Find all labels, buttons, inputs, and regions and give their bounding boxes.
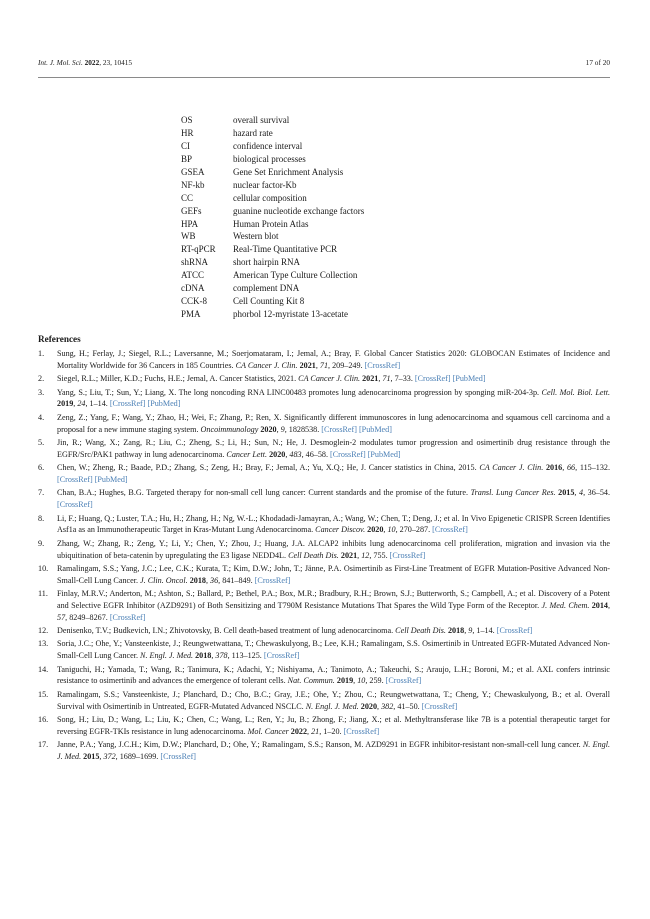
crossref-link[interactable]: [CrossRef] [385,676,422,686]
reference-text: Denisenko, T.V.; Budkevich, I.N.; Zhivotovsky, B. Cell death-based treatment of lung adenocarcinoma. [57,626,396,636]
reference-number: 2. [38,374,45,384]
reference-year: 2016 [545,463,563,473]
reference-item: 12. Denisenko, T.V.; Budkevich, I.N.; Zhivotovsky, B. Cell death-based treatment of lung adenocarcinoma. Cell Death Dis. 2018, 9, 1–14. [CrossRef] [38,626,533,636]
crossref-link[interactable]: [CrossRef] [109,399,146,409]
reference-year: 2014 [591,600,608,610]
abbreviation-row [181,153,364,166]
reference-journal: J. Med. Chem. [541,600,590,610]
reference-volume: 4 [579,488,584,498]
reference-year: 2020 [367,525,384,535]
page-header [38,58,610,72]
reference-volume: 382 [381,701,394,711]
journal-year: 2022 [84,58,100,67]
abbreviation-row [181,282,364,295]
reference-text: Chan, B.A.; Hughes, B.G. Targeted therapy for non-small cell lung cancer: Current standards and the promise of the future. [57,488,471,498]
pubmed-link[interactable]: [PubMed] [367,449,401,459]
abbreviation-term: HR [181,127,194,138]
crossref-link[interactable]: [CrossRef] [414,374,451,384]
reference-pages: , 755. [369,550,390,560]
abbreviation-term: GEFs [181,205,202,216]
reference-volume: 66 [566,463,576,473]
crossref-link[interactable]: [CrossRef] [57,500,93,510]
abbreviation-term: NF-kb [181,179,205,190]
reference-year: 2021 [340,550,358,560]
reference-journal: Oncoimmunology [200,424,259,434]
abbreviation-term: PMA [181,309,201,320]
pubmed-link[interactable]: [PubMed] [94,474,128,484]
reference-volume: 372 [103,752,116,761]
reference-volume: 24 [77,399,86,409]
reference-volume: 71 [319,360,328,370]
reference-number: 17. [38,740,49,750]
reference-text: Yang, S.; Liu, T.; Sun, Y.; Liang, X. The long noncoding RNA LINC00483 promotes lung adenocarcinoma progression by sponging miR-204-3p. [57,387,542,397]
abbreviation-definition: American Type Culture Collection [233,270,358,281]
abbreviation-row [181,243,364,256]
reference-item: 4. Zeng, Z.; Yang, F.; Wang, Y.; Zhao, H.; Wei, F.; Zhang, P.; Ren, X. Significantly different immunoscores in lung adenocarcinoma and squamous cell carcinoma and a proposal for a new immune staging system. Oncoimmunology 2020, 9, 1828538. [CrossRef] [PubMed] [38,412,610,434]
reference-volume: 71 [382,374,391,384]
crossref-link[interactable]: [CrossRef] [109,612,146,622]
abbreviation-row [181,308,364,321]
reference-text: Ramalingam, S.S.; Yang, J.C.; Lee, C.K.; Kurata, T.; Kim, D.W.; John, T.; Jänne, P.A. Osimertinib as First-Line Treatment of EGFR Mutation-Positive Advanced Non-Small-Cell Lung Cancer. [57,563,610,585]
references-heading: References [38,334,81,344]
abbreviation-row [181,140,364,153]
abbreviation-row [181,230,364,243]
reference-text: Janne, P.A.; Yang, J.C.H.; Kim, D.W.; Planchard, D.; Ohe, Y.; Ramalingam, S.S.; Ranson, M. AZD9291 in EGFR inhibitor-resistant non-small-cell lung cancer. [57,740,583,750]
reference-text: Taniguchi, H.; Yamada, T.; Wang, R.; Tanimura, K.; Adachi, Y.; Nishiyama, A.; Tanimoto, A.; Takeuchi, S.; Araujo, L.H.; Boroni, M.; et al. AXL confers intrinsic resistance to osimertinib and advances the emergence of tolerant cells. [57,664,610,686]
page-number: 17 of 20 [585,58,610,67]
reference-journal: N. Engl. J. Med. [140,651,194,661]
reference-year: 2021 [299,360,316,370]
reference-journal: CA Cancer J. Clin. [479,463,544,473]
reference-text: Ramalingam, S.S.; Vansteenkiste, J.; Planchard, D.; Cho, B.C.; Gray, J.E.; Ohe, Y.; Zhou, C.; Reungwetwattana, T.; Cheng, Y.; Chewaskulyong, B.; et al. Overall Survival with Osimertinib in Untreated, EGFR-Mutated Advanced NSCLC. [57,689,610,711]
reference-year: 2021 [362,374,379,384]
reference-item: 10. Ramalingam, S.S.; Yang, J.C.; Lee, C.K.; Kurata, T.; Kim, D.W.; John, T.; Jänne, P.A. Osimertinib as First-Line Treatment of EGFR Mutation-Positive Advanced Non-Small-Cell Lung Cancer. J. Clin. Oncol. 2018, 36, 841–849. [CrossRef] [38,563,610,585]
abbreviation-term: CC [181,192,194,203]
reference-year: 2015 [558,488,575,498]
reference-number: 14. [38,664,49,674]
abbreviation-term: BP [181,153,193,164]
reference-number: 9. [38,538,45,548]
reference-pages: , 259. [365,676,386,686]
reference-year: 2020 [269,449,286,459]
crossref-link[interactable]: [CrossRef] [57,474,93,484]
reference-item: 15. Ramalingam, S.S.; Vansteenkiste, J.; Planchard, D.; Cho, B.C.; Gray, J.E.; Ohe, Y.; Zhou, C.; Reungwetwattana, T.; Cheng, Y.; Chewaskulyong, B.; et al. Overall Survival with Osimertinib in Untreated, EGFR-Mutated Advanced NSCLC. N. Engl. J. Med. 2020, 382, 41–50. [CrossRef] [38,689,610,711]
reference-number: 10. [38,563,49,573]
abbreviation-row [181,256,364,269]
crossref-link[interactable]: [CrossRef] [389,550,426,560]
crossref-link[interactable]: [CrossRef] [496,626,533,636]
reference-pages: , 46–58. [301,449,330,459]
reference-volume: 483 [289,449,302,459]
abbreviation-definition: Human Protein Atlas [233,218,309,229]
reference-pages: , 41–50. [393,701,422,711]
reference-journal: CA Cancer J. Clin. [298,374,361,384]
abbreviation-row [181,269,364,282]
abbreviation-definition: biological processes [233,153,306,164]
abbreviation-row [181,166,364,179]
reference-volume: 10 [387,525,396,535]
reference-pages: , 1–20. [319,726,344,736]
crossref-link[interactable]: [CrossRef] [321,424,357,434]
reference-year: 2018 [447,626,465,636]
abbreviations-table [181,114,364,321]
crossref-link[interactable]: [CrossRef] [254,575,291,585]
abbreviation-term: cDNA [181,283,205,294]
crossref-link[interactable]: [CrossRef] [432,525,468,535]
reference-text: Chen, W.; Zheng, R.; Baade, P.D.; Zhang, S.; Zeng, H.; Bray, F.; Jemal, A.; Yu, X.Q.; He, J. Cancer statistics in China, 2015. [57,463,480,473]
abbreviation-term: HPA [181,218,199,229]
crossref-link[interactable]: [CrossRef] [364,360,401,370]
abbreviation-row [181,127,364,140]
reference-item: 16. Song, H.; Liu, D.; Wang, L.; Liu, K.; Chen, C.; Wang, L.; Ren, Y.; Ju, B.; Zhong, F.; Jiang, X.; et al. Methyltransferase like 7B is a potential therapeutic target for reversing EGFR-TKIs resistance in lung adenocarcinoma. Mol. Cancer 2022, 21, 1–20. [CrossRef] [38,715,610,736]
abbreviation-definition: confidence interval [233,140,303,151]
abbreviation-term: CCK-8 [181,296,208,307]
reference-number: 15. [38,689,49,699]
abbreviation-definition: guanine nucleotide exchange factors [233,205,365,216]
reference-item: 7. Chan, B.A.; Hughes, B.G. Targeted therapy for non-small cell lung cancer: Current standards and the promise of the future. Transl. Lung Cancer Res. 2015, 4, 36–54. [CrossRef] [38,488,611,510]
reference-text: Finlay, M.R.V.; Anderton, M.; Ashton, S.; Ballard, P.; Bethel, P.A.; Box, M.R.; Bradbury, R.H.; Brown, S.J.; Butterworth, S.; Campbell, A.; et al. Discovery of a Potent and Selective EGFR Inhibitor (AZD9291) of Both Sensitizing and T790M Resistance Mutations That Spares the Wild Type Form of the Receptor. [57,589,610,610]
reference-journal: Cancer Discov. [315,525,366,535]
reference-text: Sung, H.; Ferlay, J.; Siegel, R.L.; Laversanne, M.; Soerjomataram, I.; Jemal, A.; Bray, F. Global Cancer Statistics 2020: GLOBOCAN Estimates of Incidence and Mortality Worldwide for 36 Cancers in 185 Countries. [57,349,610,370]
abbreviation-term: CI [181,140,190,151]
crossref-link[interactable]: [CrossRef] [263,651,300,661]
abbreviation-term: shRNA [181,257,209,268]
reference-journal: CA Cancer J. Clin. [235,360,298,370]
reference-number: 4. [38,412,45,422]
pubmed-link[interactable]: [PubMed] [358,424,392,434]
reference-item: 17. Janne, P.A.; Yang, J.C.H.; Kim, D.W.; Planchard, D.; Ohe, Y.; Ramalingam, S.S.; Ranson, M. AZD9291 in EGFR inhibitor-resistant non-small-cell lung cancer. N. Engl. J. Med. 2015, 372, 1689–1699. [CrossRef] [38,740,610,761]
abbreviation-definition: overall survival [233,115,290,125]
reference-volume: 21 [311,726,320,736]
journal-volume: , 23, 10415 [99,58,133,67]
abbreviation-row [181,192,364,205]
abbreviation-row [181,205,364,218]
reference-journal: Transl. Lung Cancer Res. [470,488,556,498]
reference-pages: , 1828538. [284,424,322,434]
reference-text: Zeng, Z.; Yang, F.; Wang, Y.; Zhao, H.; Wei, F.; Zhang, P.; Ren, X. Significantly different immunoscores in lung adenocarcinoma and squamous cell carcinoma and a proposal for a new immune staging system. [57,412,610,434]
reference-item: 2. Siegel, R.L.; Miller, K.D.; Fuchs, H.E.; Jemal, A. Cancer Statistics, 2021. CA Cancer J. Clin. 2021, 71, 7–33. [CrossRef] [PubMed] [38,374,486,384]
crossref-link[interactable]: [CrossRef] [343,726,380,736]
reference-pages: , 115–132. [575,463,611,473]
abbreviation-term: ATCC [181,270,205,281]
reference-journal: Cancer Lett. [226,449,268,459]
reference-volume: 57 [57,612,66,622]
abbreviation-definition: cellular composition [233,192,307,203]
reference-journal: Cell Death Dis. [395,626,446,636]
reference-pages: , 1–14. [472,626,497,636]
pubmed-link[interactable]: [PubMed] [147,399,181,409]
abbreviation-term: WB [181,231,196,242]
header-divider [38,77,610,78]
reference-text: Zhang, W.; Zhang, R.; Zeng, Y.; Li, Y.; Chen, Y.; Zhou, J.; Huang, J.A. ALCAP2 inhibits lung adenocarcinoma cell proliferation, migration and invasion via the ubiquitination of beta-catenin by upregulating the E3 ligase NEDD4L. [57,538,610,560]
reference-item: 5. Jin, R.; Wang, X.; Zang, R.; Liu, C.; Zheng, S.; Li, H.; Sun, N.; He, J. Desmoglein-2 modulates tumor progression and osimertinib drug resistance through the EGFR/Src/PAK1 pathway in lung adenocarcinoma. Cancer Lett. 2020, 483, 46–58. [CrossRef] [PubMed] [38,437,610,459]
reference-volume: 9 [280,424,285,434]
reference-pages: , 1–14. [85,399,110,409]
reference-pages: , 209–249. [328,360,365,370]
reference-number: 7. [38,488,45,498]
reference-number: 12. [38,626,49,636]
reference-journal: Cell Death Dis. [288,550,339,560]
abbreviation-definition: Gene Set Enrichment Analysis [233,166,344,177]
journal-name: Int. J. Mol. Sci. [38,58,83,67]
reference-pages: , 36–54. [583,488,611,498]
reference-text: Soria, J.C.; Ohe, Y.; Vansteenkiste, J.; Reungwetwattana, T.; Chewaskulyong, B.; Lee, K.H.; Ramalingam, S.S. Osimertinib in Untreated EGFR-Mutated Advanced Non-Small-Cell Lung Cancer. [57,639,610,661]
reference-year: 2020 [260,424,277,434]
reference-number: 3. [38,387,45,397]
abbreviation-definition: nuclear factor-Kb [233,179,297,190]
abbreviation-term: GSEA [181,166,205,177]
abbreviation-definition: Western blot [233,231,279,242]
reference-year: 2020 [360,701,377,711]
reference-number: 5. [38,437,45,447]
reference-number: 16. [38,715,49,725]
crossref-link[interactable]: [CrossRef] [421,701,458,711]
reference-item: 1. Sung, H.; Ferlay, J.; Siegel, R.L.; Laversanne, M.; Soerjomataram, I.; Jemal, A.; Bray, F. Global Cancer Statistics 2020: GLOBOCAN Estimates of Incidence and Mortality Worldwide for 36 Cancers in 185 Countries. CA Cancer J. Clin. 2021, 71, 209–249. [CrossRef] [38,349,610,370]
reference-journal: N. Engl. J. Med. [57,740,610,761]
abbreviation-definition: hazard rate [233,127,273,138]
reference-text: Jin, R.; Wang, X.; Zang, R.; Liu, C.; Zheng, S.; Li, H.; Sun, N.; He, J. Desmoglein-2 modulates tumor progression and osimertinib drug resistance through the EGFR/Src/PAK1 pathway in lung adenocarcinoma. [57,437,610,459]
reference-journal: Nat. Commun. [287,676,335,686]
abbreviation-term: OS [181,115,193,125]
reference-item: 8. Li, F.; Huang, Q.; Luster, T.A.; Hu, H.; Zhang, H.; Ng, W.-L.; Khodadadi-Jamayran, A.; Wang, W.; Chen, T.; Deng, J.; et al. In Vivo Epigenetic CRISPR Screen Identifies Asf1a as an Immunotherapeutic Target in Kras-Mutant Lung Adenocarcinoma. Cancer Discov. 2020, 10, 270–287. [CrossRef] [38,513,610,535]
abbreviation-definition: phorbol 12-myristate 13-acetate [233,309,348,320]
reference-year: 2019 [336,676,354,686]
reference-year: 2022 [290,726,308,736]
journal-citation [38,58,132,67]
reference-number: 13. [38,639,49,649]
reference-journal: Cell. Mol. Biol. Lett. [541,387,610,397]
reference-pages: , 113–125. [227,651,264,661]
abbreviation-definition: Real-Time Quantitative PCR [233,244,338,255]
reference-text: Siegel, R.L.; Miller, K.D.; Fuchs, H.E.; Jemal, A. Cancer Statistics, 2021. [57,374,299,384]
abbreviation-definition: short hairpin RNA [233,257,300,268]
abbreviation-definition: complement DNA [233,283,300,294]
crossref-link[interactable]: [CrossRef] [330,449,366,459]
reference-item: 13. Soria, J.C.; Ohe, Y.; Vansteenkiste, J.; Reungwetwattana, T.; Chewaskulyong, B.; Lee, K.H.; Ramalingam, S.S. Osimertinib in Untreated EGFR-Mutated Advanced Non-Small-Cell Lung Cancer. N. Engl. J. Med. 2018, 378, 113–125. [CrossRef] [38,639,610,661]
abbreviation-row [181,114,364,127]
reference-year: 2015 [83,752,100,761]
reference-year: 2018 [189,575,206,585]
reference-number: 1. [38,349,45,358]
reference-number: 8. [38,513,45,523]
abbreviation-term: RT-qPCR [181,244,216,255]
reference-pages: , 270–287. [395,525,433,535]
reference-year: 2019 [57,399,74,409]
pubmed-link[interactable]: [PubMed] [452,374,486,384]
reference-item: 3. Yang, S.; Liu, T.; Sun, Y.; Liang, X. The long noncoding RNA LINC00483 promotes lung adenocarcinoma progression by sponging miR-204-3p. Cell. Mol. Biol. Lett. 2019, 24, 1–14. [CrossRef] [PubMed] [38,387,610,409]
abbreviation-row [181,295,364,308]
reference-volume: 9 [468,626,473,636]
reference-number: 6. [38,463,45,473]
reference-volume: 36 [210,575,219,585]
reference-volume: 10 [357,676,366,686]
abbreviation-definition: Cell Counting Kit 8 [233,296,305,307]
reference-item: 14. Taniguchi, H.; Yamada, T.; Wang, R.; Tanimura, K.; Adachi, Y.; Nishiyama, A.; Tanimoto, A.; Takeuchi, S.; Araujo, L.H.; Boroni, M.; et al. AXL confers intrinsic resistance to osimertinib and advances the emergence of tolerant cells. Nat. Commun. 2019, 10, 259. [CrossRef] [38,664,610,686]
crossref-link[interactable]: [CrossRef] [160,752,197,761]
references-list [38,348,610,764]
reference-item: 11. Finlay, M.R.V.; Anderton, M.; Ashton, S.; Ballard, P.; Bethel, P.A.; Box, M.R.; Bradbury, R.H.; Brown, S.J.; Butterworth, S.; Campbell, A.; et al. Discovery of a Potent and Selective EGFR Inhibitor (AZD9291) of Both Sensitizing and T790M Resistance Mutations That Spares the Wild Type Form of the Receptor. J. Med. Chem. 2014, 57, 8249–8267. [CrossRef] [38,589,611,622]
abbreviation-row [181,218,364,231]
reference-journal: N. Engl. J. Med. [305,701,359,711]
reference-journal: J. Clin. Oncol. [140,575,188,585]
reference-text: Song, H.; Liu, D.; Wang, L.; Liu, K.; Chen, C.; Wang, L.; Ren, Y.; Ju, B.; Zhong, F.; Jiang, X.; et al. Methyltransferase like 7B is a potential therapeutic target for reversing EGFR-TKIs resistance in lung adenocarcinoma. [57,715,610,736]
reference-pages: , 841–849. [218,575,255,585]
reference-journal: Mol. Cancer [247,726,289,736]
reference-year: 2018 [195,651,212,661]
reference-item: 6. Chen, W.; Zheng, R.; Baade, P.D.; Zhang, S.; Zeng, H.; Bray, F.; Jemal, A.; Yu, X.Q.; He, J. Cancer statistics in China, 2015. CA Cancer J. Clin. 2016, 66, 115–132. [CrossRef] [PubMed] [38,463,611,484]
reference-volume: 12 [361,550,370,560]
reference-item: 9. Zhang, W.; Zhang, R.; Zeng, Y.; Li, Y.; Chen, Y.; Zhou, J.; Huang, J.A. ALCAP2 inhibits lung adenocarcinoma cell proliferation, migration and invasion via the ubiquitination of beta-catenin by upregulating the E3 ligase NEDD4L. Cell Death Dis. 2021, 12, 755. [CrossRef] [38,538,610,560]
reference-pages: , 1689–1699. [115,752,161,761]
abbreviation-row [181,179,364,192]
reference-number: 11. [38,589,48,599]
reference-pages: , 7–33. [390,374,415,384]
reference-text: Li, F.; Huang, Q.; Luster, T.A.; Hu, H.; Zhang, H.; Ng, W.-L.; Khodadadi-Jamayran, A.; Wang, W.; Chen, T.; Deng, J.; et al. In Vivo Epigenetic CRISPR Screen Identifies Asf1a as an Immunotherapeutic Target in Kras-Mutant Lung Adenocarcinoma. [57,513,610,535]
reference-volume: 378 [215,651,228,661]
reference-pages: , 8249–8267. [65,612,110,622]
